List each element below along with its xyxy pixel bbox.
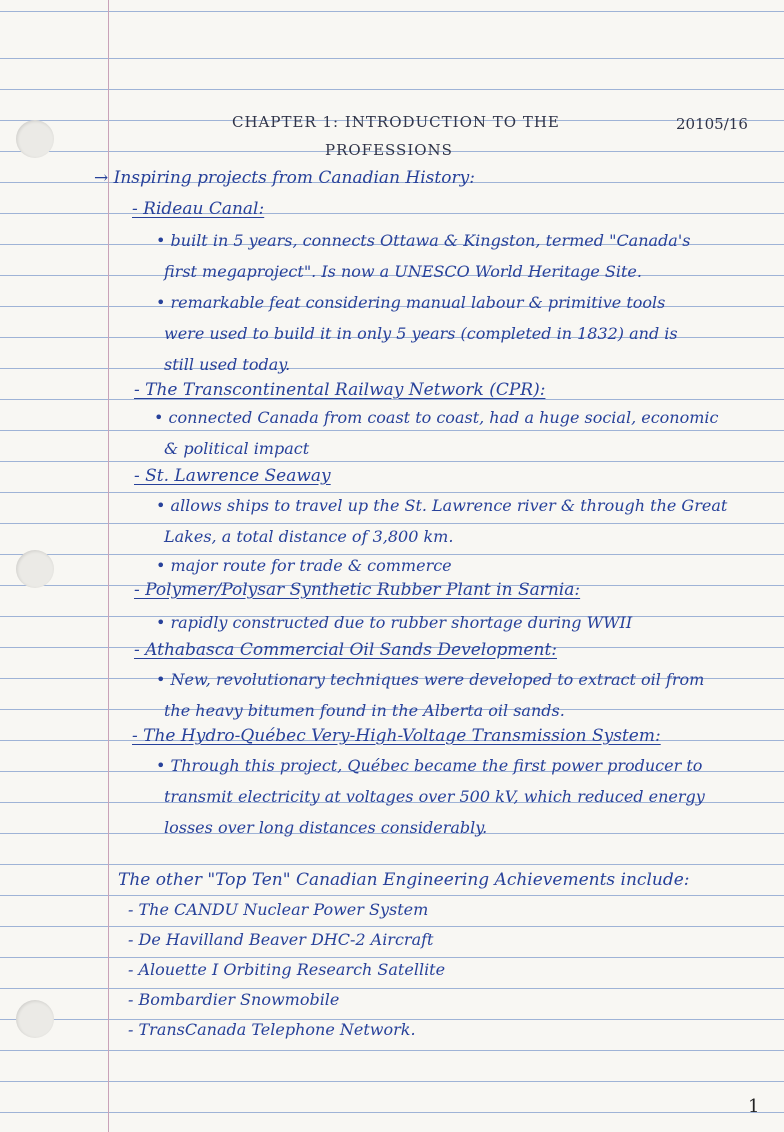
note-line: were used to build it in only 5 years (completed in 1832) and is (164, 324, 678, 343)
list-item: - Bombardier Snowmobile (128, 990, 340, 1009)
section-heading: - Athabasca Commercial Oil Sands Development: (134, 640, 557, 660)
note-line: • Through this project, Québec became the first power producer to (156, 756, 703, 775)
binder-hole (16, 120, 54, 158)
section-heading: - Rideau Canal: (132, 199, 265, 219)
note-line: transmit electricity at voltages over 500 kV, which reduced energy (164, 787, 705, 806)
note-line: • remarkable feat considering manual labour & primitive tools (156, 293, 666, 312)
note-line: the heavy bitumen found in the Alberta oil sands. (164, 701, 565, 720)
section-heading: - The Transcontinental Railway Network (CPR): (134, 380, 546, 400)
note-line: • major route for trade & commerce (156, 556, 452, 575)
list-item: - De Havilland Beaver DHC-2 Aircraft (128, 930, 434, 949)
top-ten-heading: The other "Top Ten" Canadian Engineering Achievements include: (118, 870, 690, 890)
note-line: losses over long distances considerably. (164, 818, 488, 837)
note-line: first megaproject". Is now a UNESCO World Heritage Site. (164, 262, 642, 281)
list-item: - Alouette I Orbiting Research Satellite (128, 960, 446, 979)
note-line: • connected Canada from coast to coast, had a huge social, economic (154, 408, 719, 427)
binder-hole (16, 1000, 54, 1038)
list-item: - TransCanada Telephone Network. (128, 1020, 416, 1039)
note-line: • built in 5 years, connects Ottawa & Kingston, termed "Canada's (156, 231, 691, 250)
chapter-title-line2: PROFESSIONS (325, 141, 453, 159)
binder-hole (16, 550, 54, 588)
note-line: & political impact (164, 439, 310, 458)
note-line: • rapidly constructed due to rubber shortage during WWII (156, 613, 633, 632)
note-line: still used today. (164, 355, 291, 374)
chapter-title-line1: CHAPTER 1: INTRODUCTION TO THE (232, 113, 560, 131)
note-line: Lakes, a total distance of 3,800 km. (164, 527, 454, 546)
note-date: 20105/16 (676, 115, 748, 133)
section-heading: - The Hydro-Québec Very-High-Voltage Transmission System: (132, 726, 661, 746)
note-line: • allows ships to travel up the St. Lawrence river & through the Great (156, 496, 728, 515)
section-heading: - Polymer/Polysar Synthetic Rubber Plant in Sarnia: (134, 580, 581, 600)
page-number: 1 (748, 1096, 760, 1117)
list-item: - The CANDU Nuclear Power System (128, 900, 429, 919)
note-line: • New, revolutionary techniques were developed to extract oil from (156, 670, 705, 689)
intro-heading: → Inspiring projects from Canadian History: (94, 168, 475, 188)
section-heading: - St. Lawrence Seaway (134, 466, 331, 486)
